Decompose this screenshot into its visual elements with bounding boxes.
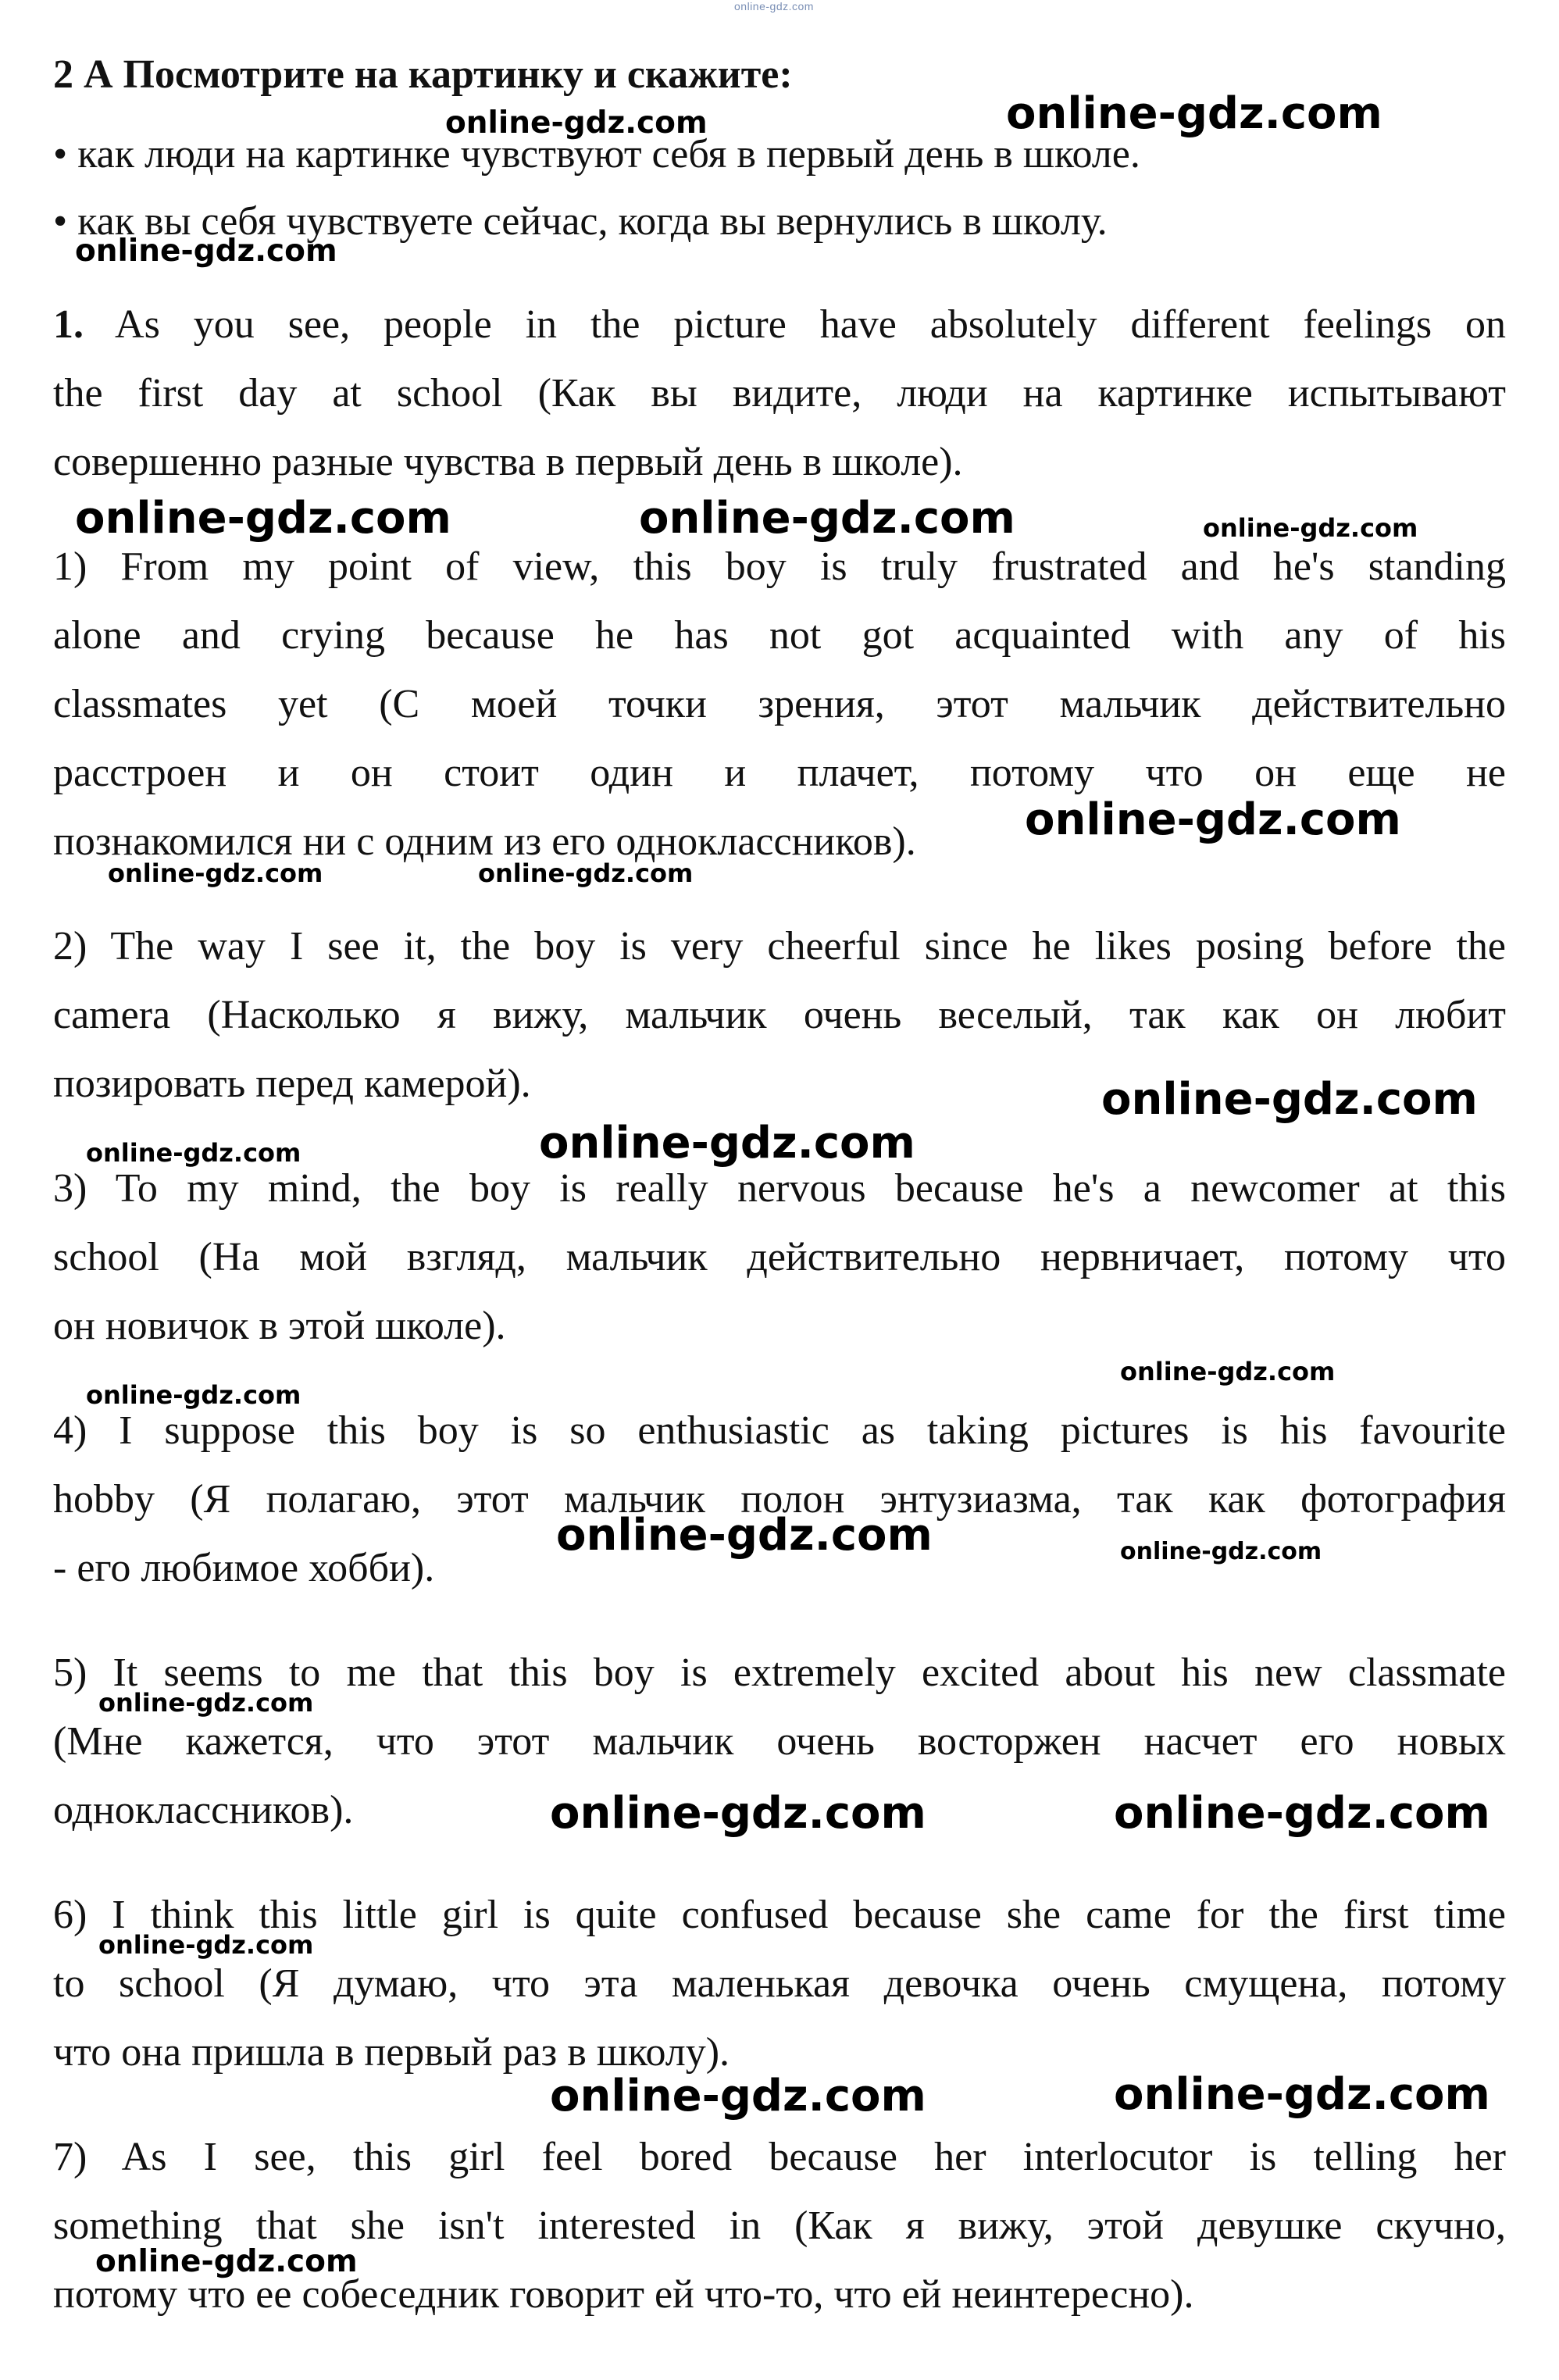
task-bullet-2: • как вы себя чувствуете сейчас, когда вы вернулись в школу. (53, 199, 1108, 244)
item-6-line: 6) I think this little girl is quite confused because she came for the first time (53, 1893, 1506, 1937)
item-2-line: camera (Насколько я вижу, мальчик очень веселый, так как он любит (53, 993, 1506, 1037)
answer-number: 1. (53, 302, 84, 347)
watermark: online-gdz.com (1101, 1074, 1478, 1125)
item-6-line: to school (Я думаю, что эта маленькая девочка очень смущена, потому (53, 1961, 1506, 2006)
item-1-line: alone and crying because he has not got acquainted with any of his (53, 613, 1506, 658)
watermark: online-gdz.com (550, 1788, 926, 1839)
watermark: online-gdz.com (1006, 88, 1382, 139)
watermark: online-gdz.com (108, 858, 323, 888)
item-3-line: он новичок в этой школе). (53, 1304, 506, 1348)
item-5-line: (Мне кажется, что этот мальчик очень восторжен насчет его новых (53, 1719, 1506, 1764)
task-bullet-1: • как люди на картинке чувствуют себя в первый день в школе. (53, 132, 1140, 177)
watermark: online-gdz.com (75, 493, 451, 544)
item-7-line: something that she isn't interested in (Как я вижу, этой девушке скучно, (53, 2203, 1506, 2248)
task-title: 2 А Посмотрите на картинку и скажите: (53, 52, 793, 97)
item-4-line: hobby (Я полагаю, этот мальчик полон энтузиазма, так как фотография (53, 1477, 1506, 1522)
item-5-line: 5) It seems to me that this boy is extremely excited about his new classmate (53, 1650, 1506, 1695)
item-6-line: что она пришла в первый раз в школу). (53, 2030, 730, 2075)
item-7-line: потому что ее собеседник говорит ей что-то, что ей неинтересно). (53, 2272, 1194, 2317)
item-1-line: classmates yet (С моей точки зрения, этот мальчик действительно (53, 682, 1506, 726)
watermark: online-gdz.com (1120, 1538, 1322, 1565)
item-1-line: познакомился ни с одним из его одноклассников). (53, 819, 916, 864)
item-1-line: расстроен и он стоит один и плачет, потому что он еще не (53, 751, 1506, 795)
watermark: online-gdz.com (75, 234, 337, 269)
item-5-line: одноклассников). (53, 1788, 354, 1832)
answer-1-line: the first day at school (Как вы видите, люди на картинке испытывают (53, 371, 1506, 416)
item-4-line: 4) I suppose this boy is so enthusiastic as taking pictures is his favourite (53, 1408, 1506, 1453)
watermark: online-gdz.com (1025, 794, 1401, 845)
watermark: online-gdz.com (639, 493, 1015, 544)
watermark: online-gdz.com (539, 1118, 915, 1169)
item-4-line: - его любимое хобби). (53, 1546, 435, 1590)
item-2-line: позировать перед камерой). (53, 1062, 531, 1106)
watermark: online-gdz.com (98, 1930, 314, 1960)
answer-1-text: As you see, people in the picture have absolutely different feelings on (84, 302, 1506, 347)
watermark: online-gdz.com (1203, 513, 1418, 543)
watermark: online-gdz.com (1114, 1788, 1490, 1839)
watermark: online-gdz.com (478, 858, 694, 888)
item-3-line: school (На мой взгляд, мальчик действительно нервничает, потому что (53, 1235, 1506, 1279)
answer-1-line (53, 302, 1506, 347)
watermark: online-gdz.com (95, 2244, 358, 2279)
watermark: online-gdz.com (98, 1688, 314, 1718)
item-3-line: 3) To my mind, the boy is really nervous because he's a newcomer at this (53, 1166, 1506, 1211)
watermark: online-gdz.com (445, 105, 708, 141)
source-mark: online-gdz.com (734, 0, 814, 12)
watermark: online-gdz.com (1120, 1357, 1336, 1386)
watermark: online-gdz.com (86, 1380, 301, 1410)
answer-1-line: совершенно разные чувства в первый день в школе). (53, 440, 963, 484)
item-2-line: 2) The way I see it, the boy is very cheerful since he likes posing before the (53, 924, 1506, 969)
item-7-line: 7) As I see, this girl feel bored because her interlocutor is telling her (53, 2135, 1506, 2179)
watermark: online-gdz.com (550, 2071, 926, 2121)
watermark: online-gdz.com (1114, 2069, 1490, 2120)
item-1-line: 1) From my point of view, this boy is truly frustrated and he's standing (53, 544, 1506, 589)
watermark: online-gdz.com (556, 1510, 933, 1561)
watermark: online-gdz.com (86, 1138, 301, 1168)
